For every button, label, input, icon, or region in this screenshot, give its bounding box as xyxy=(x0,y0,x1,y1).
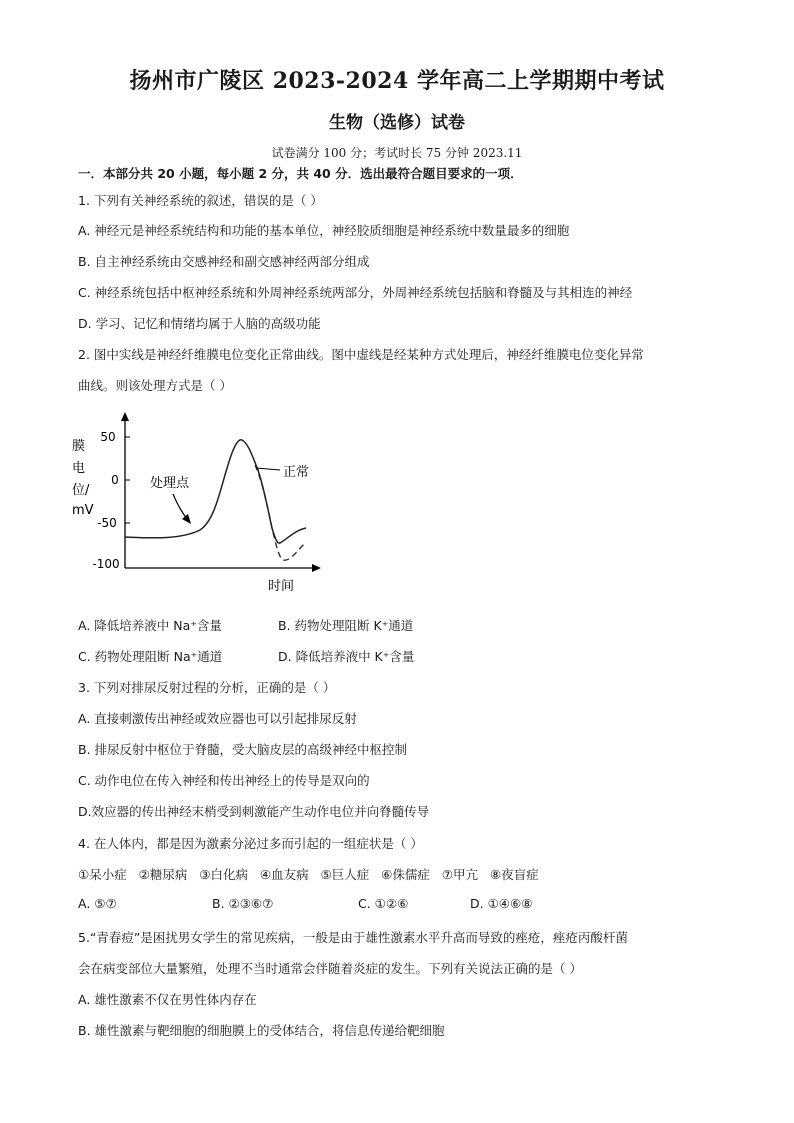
q4-option-d: D. ①④⑥⑧ xyxy=(470,896,533,911)
q3-stem: 3. 下列对排尿反射过程的分析，正确的是（ ） xyxy=(78,680,336,695)
q1-stem: 1. 下列有关神经系统的叙述，错误的是（ ） xyxy=(78,193,323,208)
ylabel-char-2: 电 xyxy=(72,461,86,476)
q3-option-d: D.效应器的传出神经末梢受到刺激能产生动作电位并向脊髓传导 xyxy=(78,804,430,819)
q5-option-b: B. 雄性激素与靶细胞的细胞膜上的受体结合，将信息传递给靶细胞 xyxy=(78,1023,445,1038)
q2-stem-line1: 2. 图中实线是神经纤维膜电位变化正常曲线。图中虚线是经某种方式处理后，神经纤维膜电位变化异常 xyxy=(78,347,644,362)
q3-option-a: A. 直接刺激传出神经或效应器也可以引起排尿反射 xyxy=(78,711,357,726)
membrane-potential-figure xyxy=(70,410,330,595)
xlabel: 时间 xyxy=(268,579,295,594)
q5-stem-line2: 会在病变部位大量繁殖，处理不当时通常会伴随着炎症的发生。下列有关说法正确的是（ ） xyxy=(78,961,582,976)
normal-pointer xyxy=(256,468,280,470)
y-axis-arrow xyxy=(121,412,129,421)
q2-stem-line2: 曲线。则该处理方式是（ ） xyxy=(78,378,232,393)
q1-option-a: A. 神经元是神经系统结构和功能的基本单位，神经胶质细胞是神经系统中数量最多的细胞 xyxy=(78,223,570,238)
q5-option-a: A. 雄性激素不仅在男性体内存在 xyxy=(78,992,257,1007)
treatment-arrowhead xyxy=(182,514,191,524)
ytick-label-50: 50 xyxy=(100,430,116,444)
ytick-label-neg50: -50 xyxy=(97,516,117,530)
q2-options-row2 xyxy=(78,647,415,665)
q1-option-c: C. 神经系统包括中枢神经系统和外周神经系统两部分，外周神经系统包括脑和脊髓及与其相连的神经 xyxy=(78,285,633,300)
q4-stem: 4. 在人体内，都是因为激素分泌过多而引起的一组症状是（ ） xyxy=(78,836,423,851)
normal-label: 正常 xyxy=(283,465,310,480)
ylabel-char-3: 位/ xyxy=(72,483,90,498)
q3-option-c: C. 动作电位在传入神经和传出神经上的传导是双向的 xyxy=(78,773,370,788)
treatment-point-label: 处理点 xyxy=(150,476,190,491)
x-axis-arrow xyxy=(312,564,321,572)
ytick-label-0: 0 xyxy=(111,473,119,487)
exam-title: 扬州市广陵区 2023-2024 学年高二上学期期中考试 xyxy=(129,68,665,94)
q4-option-b: B. ②③⑥⑦ xyxy=(212,896,274,911)
q2-option-d: D. 降低培养液中 K⁺含量 xyxy=(278,649,415,664)
q1-option-b: B. 自主神经系统由交感神经和副交感神经两部分组成 xyxy=(78,254,370,269)
ylabel-char-4: mV xyxy=(72,503,94,518)
q2-option-b: B. 药物处理阻断 K⁺通道 xyxy=(278,618,414,633)
ylabel-char-1: 膜 xyxy=(72,439,86,454)
section-heading: 一．本部分共 20 小题，每小题 2 分，共 40 分．选出最符合题目要求的一项． xyxy=(78,166,523,181)
exam-meta: 试卷满分 100 分；考试时长 75 分钟 2023.11 xyxy=(271,146,523,160)
q5-stem-line1: 5.“青春痘”是困扰男女学生的常见疾病，一般是由于雄性激素水平升高而导致的痤疮，痤疮丙酸杆菌 xyxy=(78,930,628,945)
q4-items: ①呆小症 ②糖尿病 ③白化病 ④血友病 ⑤巨人症 ⑥侏儒症 ⑦甲亢 ⑧夜盲症 xyxy=(78,867,539,882)
q2-options-row1 xyxy=(78,616,414,634)
q3-option-b: B. 排尿反射中枢位于脊髓，受大脑皮层的高级神经中枢控制 xyxy=(78,742,408,757)
ytick-label-neg100: -100 xyxy=(92,557,120,571)
q2-option-c: C. 药物处理阻断 Na⁺通道 xyxy=(78,649,223,664)
exam-subtitle: 生物（选修）试卷 xyxy=(329,113,465,133)
normal-curve-solid xyxy=(125,440,306,543)
q2-option-a: A. 降低培养液中 Na⁺含量 xyxy=(78,618,222,633)
q1-option-d: D. 学习、记忆和情绪均属于人脑的高级功能 xyxy=(78,316,321,331)
q4-option-c: C. ①②⑥ xyxy=(358,896,409,911)
q4-option-a: A. ⑤⑦ xyxy=(78,896,117,911)
